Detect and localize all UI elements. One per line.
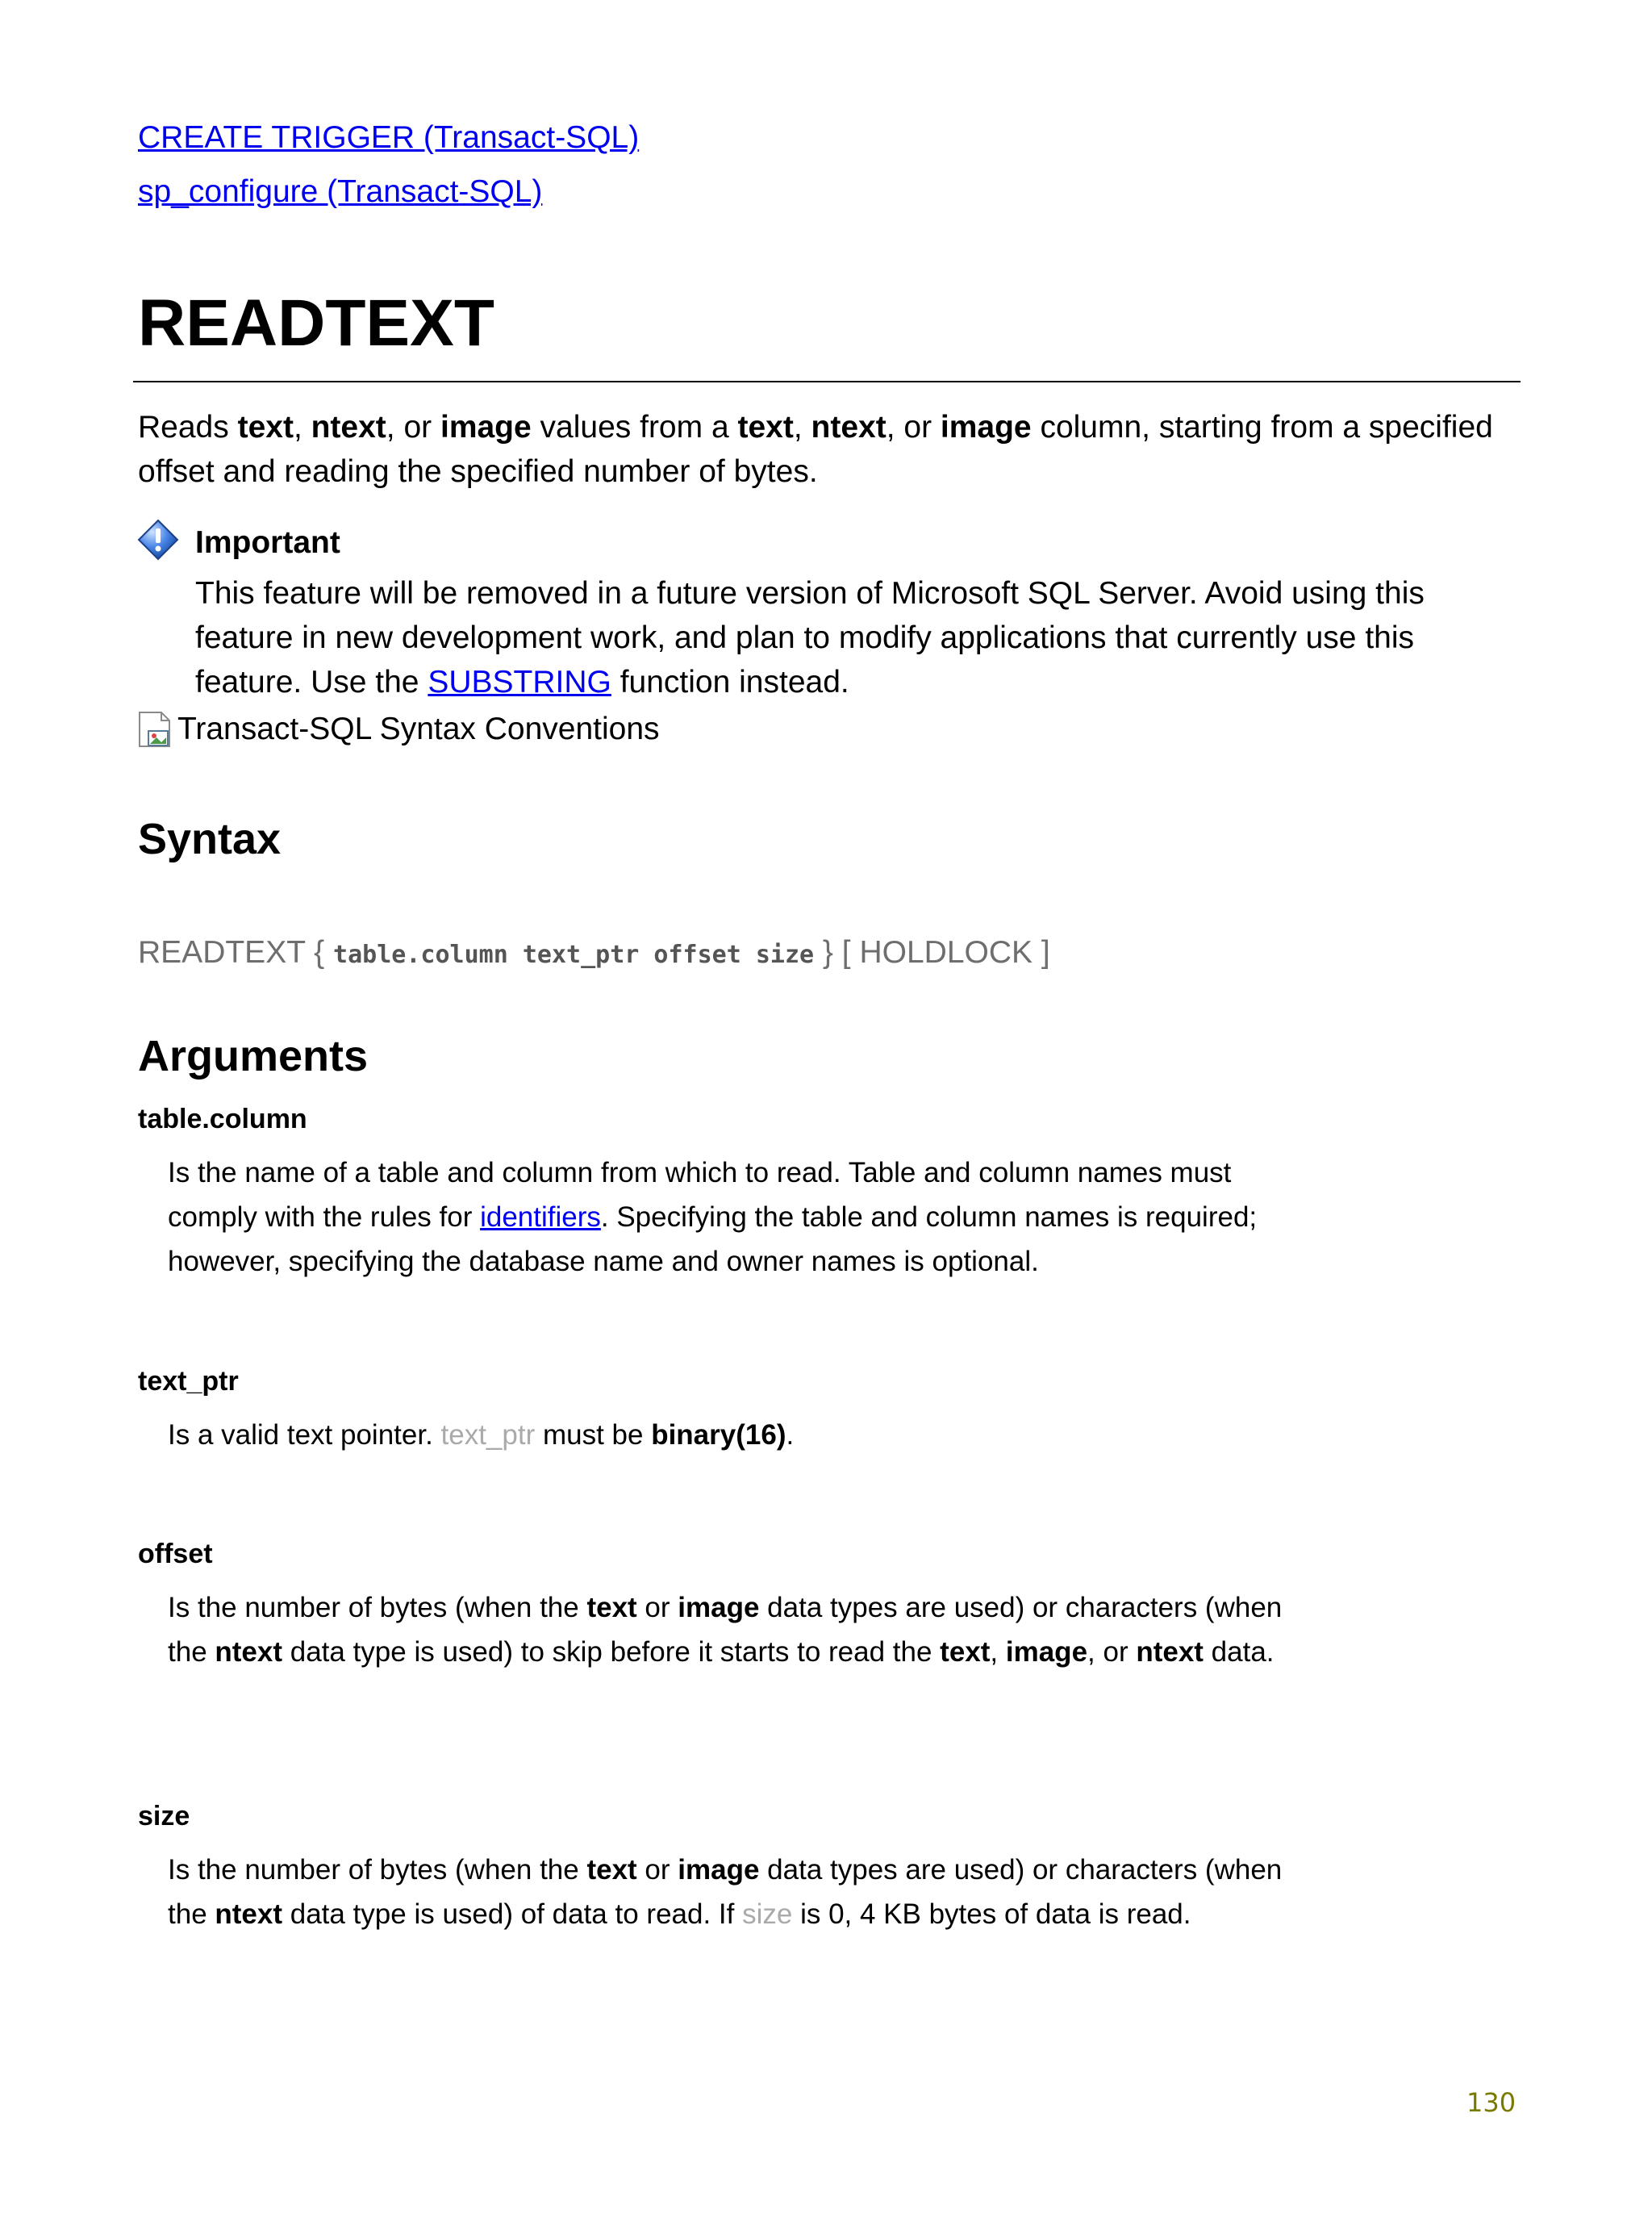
intro-paragraph: Reads text, ntext, or image values from a text, ntext, or image column, starting from a specified offset and reading the specified number of bytes.: [138, 410, 1493, 489]
arg-term-offset: offset: [138, 1539, 213, 1569]
conventions-text: Transact-SQL Syntax Conventions: [177, 712, 660, 747]
arg-desc-text-ptr: Is a valid text pointer. text_ptr must be binary(16).: [168, 1419, 795, 1451]
link-create-trigger[interactable]: CREATE TRIGGER (Transact-SQL): [138, 120, 640, 155]
arguments-heading: Arguments: [138, 1032, 369, 1080]
syntax-params: table.column text_ptr offset size: [333, 941, 815, 969]
title-divider: [133, 381, 1521, 382]
arg-desc-offset: Is the number of bytes (when the text or image data types are used) or characters (when the ntext data type is used) to skip before it starts to read the text, image, or ntext data.: [168, 1592, 1283, 1668]
arg-desc-table-column: Is the name of a table and column from which to read. Table and column names must comply with the rules for identifiers. Specifying the table and column names is required; however, specifying the database name and owner names is optional.: [168, 1157, 1258, 1277]
syntax-heading: Syntax: [138, 815, 282, 863]
syntax-block: READTEXT { table.column text_ptr offset size } [ HOLDLOCK ]: [138, 935, 1050, 970]
syntax-conventions[interactable]: [137, 710, 660, 749]
link-substring[interactable]: SUBSTRING: [428, 665, 611, 700]
important-body: This feature will be removed in a future version of Microsoft SQL Server. Avoid using this feature in new development work, and plan to modify applications that currently use this feature. Use the SUBSTRING function instead.: [195, 576, 1425, 700]
important-title: Important: [195, 525, 340, 560]
broken-image-icon: [137, 710, 177, 749]
arg-desc-size: Is the number of bytes (when the text or image data types are used) or characters (when the ntext data type is used) of data to read. If size is 0, 4 KB bytes of data is read.: [168, 1854, 1283, 1930]
link-identifiers[interactable]: identifiers: [480, 1201, 601, 1233]
page-number: 130: [1466, 2087, 1516, 2118]
arg-term-size: size: [138, 1801, 190, 1831]
arg-term-text-ptr: text_ptr: [138, 1366, 239, 1397]
info-icon: [137, 519, 179, 561]
page-title: READTEXT: [138, 286, 494, 360]
arg-term-table-column: table.column: [138, 1104, 307, 1134]
link-sp-configure[interactable]: sp_configure (Transact-SQL): [138, 174, 543, 209]
